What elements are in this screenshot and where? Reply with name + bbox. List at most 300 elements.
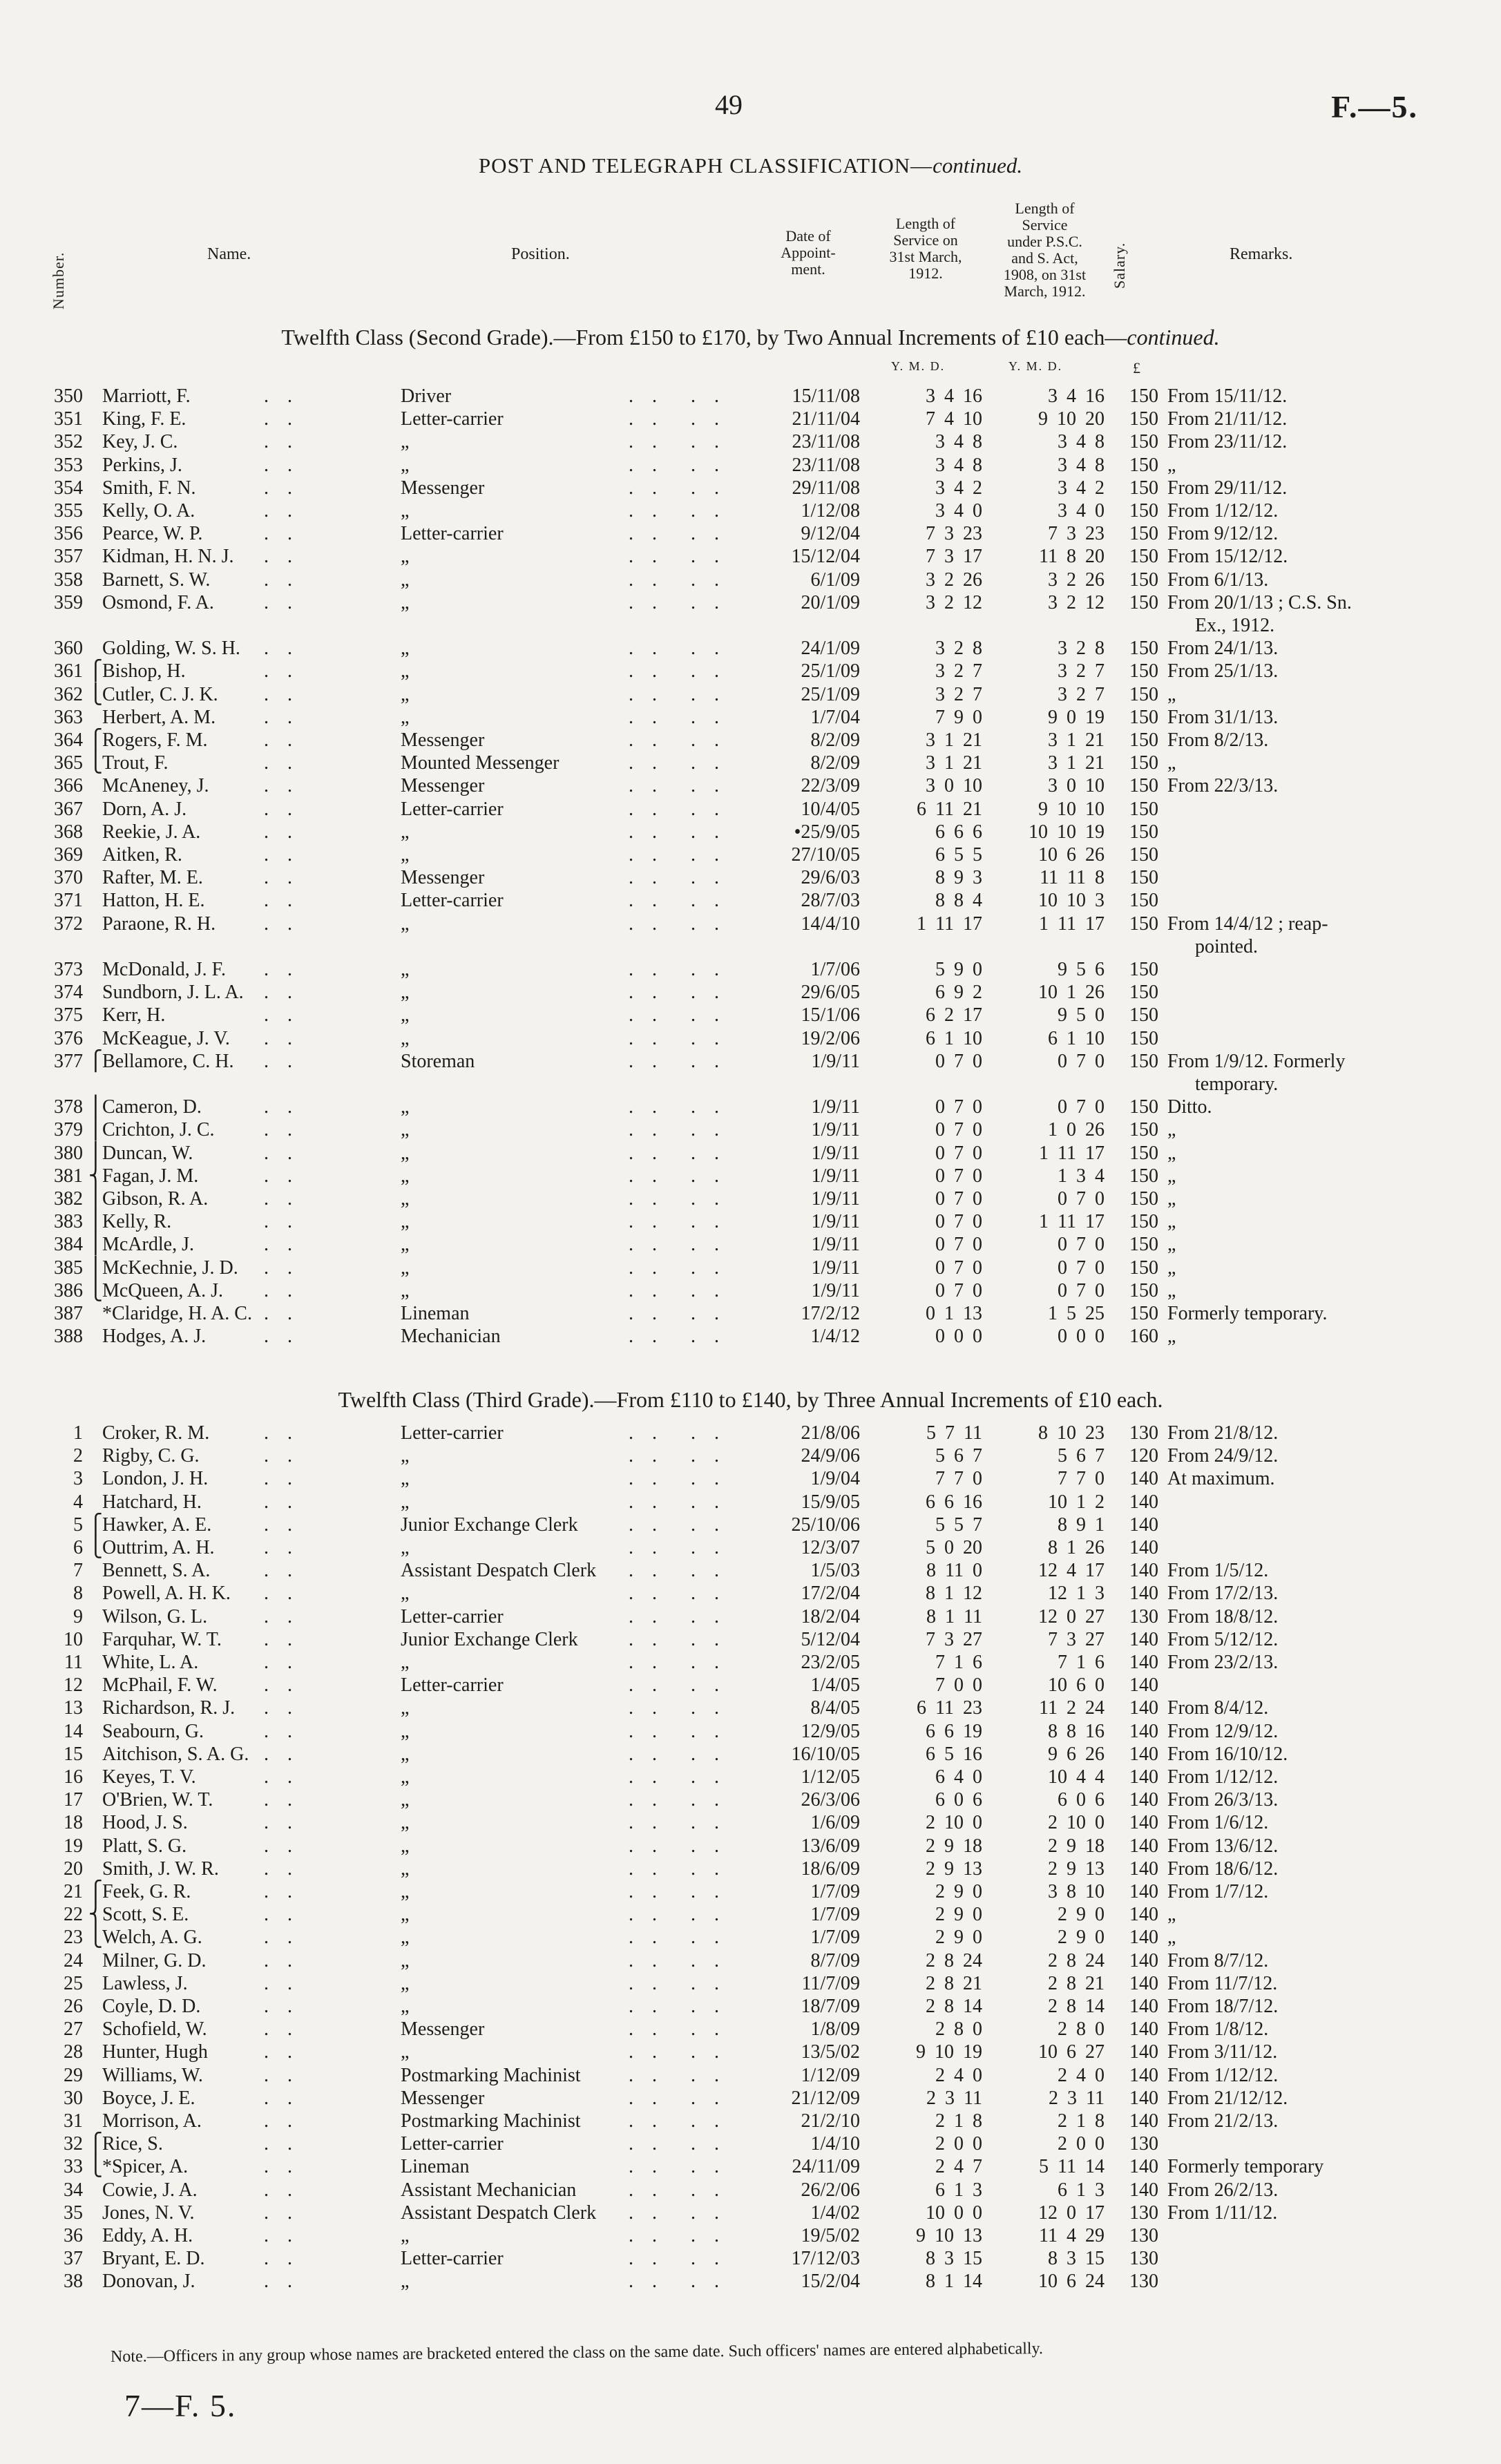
row-salary: 150 (1129, 408, 1158, 430)
row-position: Driver (401, 385, 452, 407)
section-title-text: Twelfth Class (Third Grade).—From £110 to £140, by Three Annual Increments of £10 each. (338, 1387, 1163, 1412)
table-row (0, 1325, 1501, 1348)
leader-dots: . . (691, 431, 726, 453)
row-length-pssa: 2 9 0 (1058, 1904, 1105, 1926)
row-number: 350 (54, 385, 83, 407)
row-length-of-service: 0 7 0 (935, 1165, 982, 1187)
table-row (0, 1788, 1501, 1811)
table-row (0, 774, 1501, 797)
row-salary: 140 (1129, 2156, 1158, 2178)
group-bracket: ⎩ (88, 683, 103, 705)
leader-dots: . . (691, 2179, 726, 2201)
col-header-date-line: Appoint- (781, 244, 836, 261)
row-date-of-appointment: 12/3/07 (801, 1537, 860, 1558)
row-date-of-appointment: 14/4/10 (801, 913, 860, 935)
leader-dots: . . (691, 546, 726, 568)
leader-dots: . . (691, 1835, 726, 1857)
row-salary: 130 (1129, 2271, 1158, 2293)
row-remarks: From 21/12/12. (1167, 2087, 1288, 2109)
row-salary: 150 (1129, 1303, 1158, 1324)
leader-dots: . . (691, 1904, 726, 1926)
row-length-of-service: 2 8 14 (926, 1996, 982, 2017)
table-row (0, 1995, 1501, 2018)
row-position: Messenger (401, 867, 485, 889)
leader-dots: . . (264, 1234, 299, 1256)
table-row-continuation (0, 614, 1501, 637)
row-length-pssa: 0 7 0 (1058, 1279, 1105, 1301)
row-remarks: From 31/1/13. (1167, 706, 1279, 728)
leader-dots: . . (264, 1560, 299, 1582)
row-length-pssa: 3 4 2 (1058, 477, 1105, 499)
leader-dots: . . (691, 706, 726, 728)
table-row (0, 1050, 1501, 1073)
leader-dots: . . (264, 913, 299, 935)
table-row (0, 1118, 1501, 1141)
row-salary: 130 (1129, 2202, 1158, 2224)
row-salary: 150 (1129, 1119, 1158, 1141)
row-position: Letter-carrier (401, 1422, 504, 1444)
row-length-of-service: 2 4 7 (935, 2156, 982, 2178)
leader-dots: . . (629, 867, 664, 889)
row-length-pssa: 3 2 26 (1048, 569, 1105, 591)
row-remarks: From 23/11/12. (1167, 431, 1288, 453)
row-number: 15 (64, 1743, 83, 1765)
row-length-of-service: 3 0 10 (926, 775, 982, 797)
col-header-los-line: 31st March, (889, 248, 962, 265)
row-position: „ (401, 1583, 410, 1605)
row-date-of-appointment: 1/8/09 (810, 2018, 860, 2041)
row-date-of-appointment: 17/2/12 (801, 1303, 860, 1324)
row-length-pssa: 10 1 2 (1048, 1491, 1105, 1513)
leader-dots: . . (264, 2133, 299, 2155)
row-date-of-appointment: 19/5/02 (801, 2225, 860, 2246)
leader-dots: . . (691, 2271, 726, 2293)
leader-dots: . . (264, 1004, 299, 1026)
leader-dots: . . (264, 706, 299, 728)
leader-dots: . . (264, 1720, 299, 1742)
leader-dots: . . (264, 546, 299, 568)
row-date-of-appointment: 1/9/11 (811, 1279, 860, 1301)
row-salary: 120 (1129, 1445, 1158, 1467)
leader-dots: . . (691, 775, 726, 797)
row-length-of-service: 7 7 0 (935, 1468, 982, 1490)
leader-dots: . . (264, 1996, 299, 2017)
leader-dots: . . (629, 1513, 664, 1536)
row-position: „ (401, 546, 410, 568)
leader-dots: . . (629, 1949, 664, 1971)
row-salary: 150 (1129, 385, 1158, 407)
row-number: 29 (64, 2064, 83, 2086)
leader-dots: . . (264, 1537, 299, 1558)
leader-dots: . . (264, 775, 299, 797)
row-number: 27 (64, 2018, 83, 2041)
leader-dots: . . (691, 2064, 726, 2086)
row-length-pssa: 2 8 24 (1048, 1949, 1105, 1971)
leader-dots: . . (629, 1560, 664, 1582)
table-row (0, 1279, 1501, 1302)
leader-dots: . . (264, 2248, 299, 2270)
row-length-pssa: 8 10 23 (1038, 1422, 1105, 1444)
row-position: Letter-carrier (401, 2133, 504, 2155)
row-name: Milner, G. D. (102, 1949, 207, 1971)
row-date-of-appointment: 13/6/09 (801, 1835, 860, 1857)
row-name: Herbert, A. M. (102, 706, 216, 728)
row-name: Duncan, W. (102, 1142, 193, 1164)
row-remarks: From 18/6/12. (1167, 1857, 1279, 1880)
row-name: Aitchison, S. A. G. (102, 1743, 249, 1765)
row-number: 21 (64, 1881, 83, 1902)
leader-dots: . . (629, 1142, 664, 1164)
row-remarks: From 21/2/13. (1167, 2110, 1279, 2132)
row-name: Fagan, J. M. (102, 1165, 199, 1187)
table-row (0, 477, 1501, 499)
leader-dots: . . (264, 500, 299, 522)
row-length-pssa: 6 1 3 (1058, 2179, 1105, 2201)
row-salary: 130 (1129, 2248, 1158, 2270)
leader-dots: . . (264, 683, 299, 705)
leader-dots: . . (264, 2202, 299, 2224)
row-position: Mounted Messenger (401, 752, 560, 774)
row-length-pssa: 2 9 18 (1048, 1835, 1105, 1857)
row-length-pssa: 2 8 14 (1048, 1996, 1105, 2017)
row-position: „ (401, 2271, 410, 2293)
row-position: Messenger (401, 775, 485, 797)
row-remarks: From 23/2/13. (1167, 1652, 1279, 1673)
leader-dots: . . (264, 1605, 299, 1627)
leader-dots: . . (691, 1996, 726, 2017)
leader-dots: . . (264, 1835, 299, 1857)
row-date-of-appointment: 1/7/09 (810, 1927, 860, 1949)
row-remarks: From 26/3/13. (1167, 1789, 1279, 1811)
row-length-of-service: 0 7 0 (935, 1119, 982, 1141)
row-number: 379 (54, 1119, 83, 1141)
row-date-of-appointment: 12/9/05 (801, 1720, 860, 1742)
leader-dots: . . (629, 1697, 664, 1719)
leader-dots: . . (264, 1652, 299, 1673)
group-bracket: ⎪ (88, 1211, 103, 1233)
row-remarks: „ (1167, 1165, 1176, 1187)
leader-dots: . . (691, 890, 726, 912)
row-position: Messenger (401, 729, 485, 751)
leader-dots: . . (691, 1789, 726, 1811)
leader-dots: . . (264, 477, 299, 499)
leader-dots: . . (691, 867, 726, 889)
row-number: 381 (54, 1165, 83, 1187)
table-row (0, 958, 1501, 981)
row-name: Feek, G. R. (102, 1881, 191, 1902)
row-salary: 150 (1129, 706, 1158, 728)
row-number: 362 (54, 683, 83, 705)
leader-dots: . . (629, 982, 664, 1004)
leader-dots: . . (629, 2133, 664, 2155)
row-remarks: From 15/12/12. (1167, 546, 1288, 568)
table-row (0, 1720, 1501, 1743)
leader-dots: . . (264, 1857, 299, 1880)
row-name: Cowie, J. A. (102, 2179, 198, 2201)
leader-dots: . . (629, 2041, 664, 2063)
leader-dots: . . (629, 1583, 664, 1605)
leader-dots: . . (629, 408, 664, 430)
leader-dots: . . (691, 2133, 726, 2155)
row-name: Perkins, J. (102, 454, 182, 476)
row-length-of-service: 7 3 17 (926, 546, 982, 568)
row-position: „ (401, 821, 410, 843)
leader-dots: . . (629, 1188, 664, 1210)
leader-dots: . . (629, 1789, 664, 1811)
row-number: 357 (54, 546, 83, 568)
row-length-pssa: 2 9 13 (1048, 1857, 1105, 1880)
table-row (0, 2110, 1501, 2132)
row-length-of-service: 7 9 0 (935, 706, 982, 728)
table-row (0, 1536, 1501, 1559)
row-salary: 150 (1129, 913, 1158, 935)
leader-dots: . . (691, 683, 726, 705)
page-title (0, 153, 1501, 178)
row-number: 366 (54, 775, 83, 797)
row-length-pssa: 2 8 21 (1048, 1972, 1105, 1994)
leader-dots: . . (629, 2271, 664, 2293)
row-number: 33 (64, 2156, 83, 2178)
group-bracket: ⎪ (88, 1234, 103, 1256)
row-number: 382 (54, 1188, 83, 1210)
row-length-of-service: 6 0 6 (935, 1789, 982, 1811)
row-date-of-appointment: 28/7/03 (801, 890, 860, 912)
row-name: Hood, J. S. (102, 1812, 188, 1834)
row-length-pssa: 8 3 15 (1048, 2248, 1105, 2270)
leader-dots: . . (264, 2018, 299, 2041)
group-bracket: ⎧ (88, 729, 103, 751)
leader-dots: . . (264, 1257, 299, 1279)
row-position: „ (401, 1211, 410, 1233)
row-salary: 150 (1129, 821, 1158, 843)
leader-dots: . . (691, 2041, 726, 2063)
row-position: „ (401, 1096, 410, 1118)
row-name: London, J. H. (102, 1468, 209, 1490)
row-name: Cameron, D. (102, 1096, 202, 1118)
row-name: McKechnie, J. D. (102, 1257, 238, 1279)
row-date-of-appointment: 24/9/06 (801, 1445, 860, 1467)
row-salary: 150 (1129, 660, 1158, 682)
row-position: „ (401, 1789, 410, 1811)
row-position: „ (401, 1857, 410, 1880)
leader-dots: . . (629, 1743, 664, 1765)
row-salary: 150 (1129, 1211, 1158, 1233)
leader-dots: . . (629, 1326, 664, 1348)
row-length-pssa: 2 8 0 (1058, 2018, 1105, 2041)
row-name: Smith, J. W. R. (102, 1857, 219, 1880)
row-date-of-appointment: 1/4/10 (810, 2133, 860, 2155)
row-length-pssa: 7 7 0 (1058, 1468, 1105, 1490)
row-salary: 150 (1129, 431, 1158, 453)
row-salary: 140 (1129, 1789, 1158, 1811)
row-name: Rigby, C. G. (102, 1445, 200, 1467)
row-position: Messenger (401, 477, 485, 499)
row-length-pssa: 3 2 7 (1058, 683, 1105, 705)
row-name: King, F. E. (102, 408, 187, 430)
leader-dots: . . (629, 454, 664, 476)
row-position: „ (401, 1257, 410, 1279)
row-number: 17 (64, 1789, 83, 1811)
leader-dots: . . (629, 431, 664, 453)
row-salary: 140 (1129, 1697, 1158, 1719)
row-position: „ (401, 706, 410, 728)
table-row (0, 1142, 1501, 1165)
leader-dots: . . (629, 844, 664, 866)
row-position: „ (401, 1468, 410, 1490)
group-bracket: ⎨ (88, 1165, 103, 1187)
leader-dots: . . (629, 1628, 664, 1650)
col-header-los-line: Service on (893, 231, 958, 249)
row-number: 373 (54, 959, 83, 980)
row-length-pssa: 1 11 17 (1039, 1142, 1105, 1164)
row-position: „ (401, 1720, 410, 1742)
row-remarks: From 1/12/12. (1167, 2064, 1279, 2086)
leader-dots: . . (691, 2018, 726, 2041)
row-remarks: „ (1167, 1188, 1176, 1210)
row-remarks: From 18/8/12. (1167, 1605, 1279, 1627)
row-salary: 150 (1129, 729, 1158, 751)
leader-dots: . . (629, 1303, 664, 1324)
row-date-of-appointment: 21/12/09 (791, 2087, 860, 2109)
row-length-pssa: 10 6 26 (1038, 844, 1105, 866)
row-remarks: „ (1167, 1142, 1176, 1164)
col-header-salary: Salary. (1111, 242, 1128, 289)
row-date-of-appointment: 26/2/06 (801, 2179, 860, 2201)
row-date-of-appointment: 1/12/08 (801, 500, 860, 522)
leader-dots: . . (264, 523, 299, 545)
table-row-continuation (0, 1073, 1501, 1096)
leader-dots: . . (691, 1720, 726, 1742)
group-bracket: ⎧ (88, 1050, 103, 1072)
row-length-of-service: 3 2 7 (935, 660, 982, 682)
row-name: White, L. A. (102, 1652, 199, 1673)
row-remarks: From 1/7/12. (1167, 1881, 1269, 1902)
row-position: „ (401, 431, 410, 453)
leader-dots: . . (629, 591, 664, 613)
row-length-of-service: 2 9 13 (926, 1857, 982, 1880)
table-row (0, 1674, 1501, 1697)
col-header-los-line: Length of (895, 215, 956, 232)
row-length-pssa: 3 2 7 (1058, 660, 1105, 682)
row-salary: 150 (1129, 1234, 1158, 1256)
row-name: Hunter, Hugh (102, 2041, 208, 2063)
row-salary: 140 (1129, 1972, 1158, 1994)
table-row (0, 1949, 1501, 1972)
leader-dots: . . (691, 1972, 726, 1994)
row-length-pssa: 3 8 10 (1048, 1881, 1105, 1902)
row-salary: 140 (1129, 1583, 1158, 1605)
row-length-of-service: 6 1 10 (926, 1027, 982, 1049)
leader-dots: . . (264, 2087, 299, 2109)
leader-dots: . . (691, 1468, 726, 1490)
row-date-of-appointment: 9/12/04 (801, 523, 860, 545)
leader-dots: . . (264, 2156, 299, 2178)
leader-dots: . . (629, 729, 664, 751)
row-number: 28 (64, 2041, 83, 2063)
row-salary: 140 (1129, 2018, 1158, 2041)
row-date-of-appointment: 25/10/06 (791, 1513, 860, 1536)
row-salary: 150 (1129, 454, 1158, 476)
leader-dots: . . (691, 1050, 726, 1072)
row-length-of-service: 2 8 24 (926, 1949, 982, 1971)
row-date-of-appointment: 1/9/04 (810, 1468, 860, 1490)
row-position: „ (401, 1927, 410, 1949)
row-position: Assistant Despatch Clerk (401, 1560, 597, 1582)
row-length-of-service: 0 7 0 (935, 1257, 982, 1279)
row-date-of-appointment: 1/9/11 (811, 1188, 860, 1210)
row-length-pssa: 3 4 16 (1048, 385, 1105, 407)
leader-dots: . . (264, 1050, 299, 1072)
col-header-pssa-line: under P.S.C. (1007, 233, 1082, 250)
row-name: Bishop, H. (102, 660, 186, 682)
leader-dots: . . (264, 431, 299, 453)
row-length-pssa: 10 6 0 (1048, 1674, 1105, 1697)
row-name: Outtrim, A. H. (102, 1537, 215, 1558)
table-row (0, 1187, 1501, 1210)
row-name: Keyes, T. V. (102, 1766, 196, 1788)
leader-dots: . . (629, 1004, 664, 1026)
row-remarks: Ditto. (1167, 1096, 1212, 1118)
row-position: Letter-carrier (401, 1674, 504, 1697)
row-number: 36 (64, 2225, 83, 2246)
row-date-of-appointment: 25/1/09 (801, 660, 860, 682)
row-length-pssa: 9 10 10 (1038, 798, 1105, 820)
row-salary: 140 (1129, 1835, 1158, 1857)
row-number: 4 (73, 1491, 83, 1513)
leader-dots: . . (264, 660, 299, 682)
row-position: Letter-carrier (401, 890, 504, 912)
row-length-of-service: 0 7 0 (935, 1050, 982, 1072)
row-number: 30 (64, 2087, 83, 2109)
row-length-of-service: 8 11 0 (926, 1560, 982, 1582)
row-length-pssa: 2 10 0 (1048, 1812, 1105, 1834)
row-number: 9 (73, 1605, 83, 1627)
row-name: Sundborn, J. L. A. (102, 982, 244, 1004)
row-date-of-appointment: 18/2/04 (801, 1605, 860, 1627)
row-position: Mechanician (401, 1326, 501, 1348)
row-length-of-service: 5 5 7 (935, 1513, 982, 1536)
leader-dots: . . (691, 1096, 726, 1118)
row-length-pssa: 1 11 17 (1039, 913, 1105, 935)
row-position: „ (401, 1165, 410, 1187)
row-name: Lawless, J. (102, 1972, 188, 1994)
row-number: 363 (54, 706, 83, 728)
row-length-of-service: 8 9 3 (935, 867, 982, 889)
group-bracket: ⎩ (88, 1927, 103, 1949)
leader-dots: . . (264, 1468, 299, 1490)
row-date-of-appointment: 15/2/04 (801, 2271, 860, 2293)
units-ymd-2: Y. M. D. (1008, 359, 1063, 373)
leader-dots: . . (629, 2110, 664, 2132)
row-date-of-appointment: 5/12/04 (801, 1628, 860, 1650)
row-remarks: At maximum. (1167, 1468, 1275, 1490)
row-number: 13 (64, 1697, 83, 1719)
row-position: „ (401, 1972, 410, 1994)
row-length-of-service: 0 7 0 (935, 1211, 982, 1233)
row-salary: 140 (1129, 1513, 1158, 1536)
row-remarks-continued: pointed. (1195, 935, 1258, 957)
leader-dots: . . (264, 1326, 299, 1348)
row-length-pssa: 3 2 12 (1048, 591, 1105, 613)
row-length-of-service: 6 6 19 (926, 1720, 982, 1742)
leader-dots: . . (629, 821, 664, 843)
leader-dots: . . (691, 1211, 726, 1233)
leader-dots: . . (629, 569, 664, 591)
leader-dots: . . (629, 1605, 664, 1627)
row-number: 360 (54, 638, 83, 660)
leader-dots: . . (691, 1583, 726, 1605)
row-remarks: From 5/12/12. (1167, 1628, 1279, 1650)
